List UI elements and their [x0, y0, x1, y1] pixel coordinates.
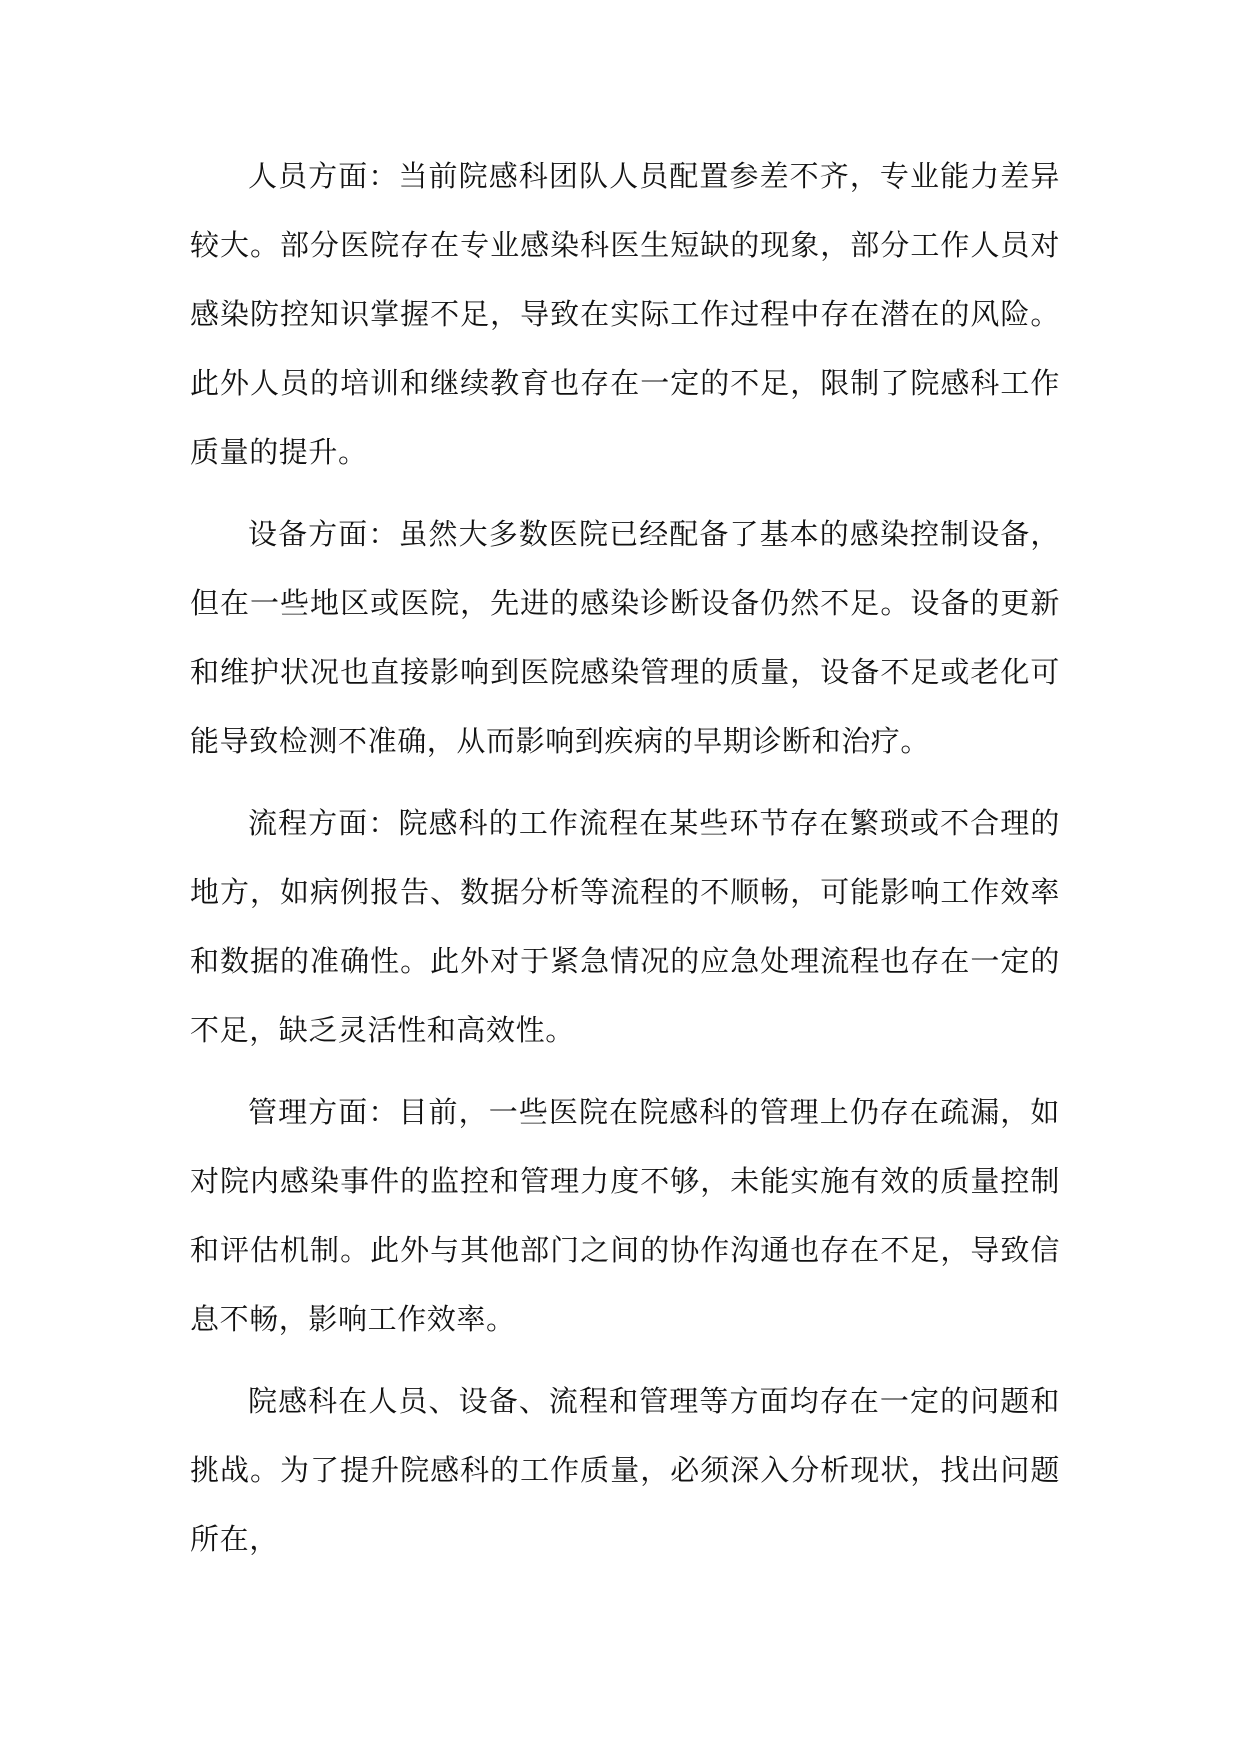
- paragraph-personnel: 人员方面：当前院感科团队人员配置参差不齐，专业能力差异较大。部分医院存在专业感染科医生短缺的现象，部分工作人员对感染防控知识掌握不足，导致在实际工作过程中存在潜在的风险。此外人员的培训和继续教育也存在一定的不足，限制了院感科工作质量的提升。: [190, 159, 1060, 469]
- paragraph-equipment: 设备方面：虽然大多数医院已经配备了基本的感染控制设备，但在一些地区或医院，先进的感染诊断设备仍然不足。设备的更新和维护状况也直接影响到医院感染管理的质量，设备不足或老化可能导致检测不准确，从而影响到疾病的早期诊断和治疗。: [190, 517, 1060, 758]
- document-body: [190, 142, 1060, 1587]
- paragraph-summary: 院感科在人员、设备、流程和管理等方面均存在一定的问题和挑战。为了提升院感科的工作质量，必须深入分析现状，找出问题所在，: [190, 1384, 1060, 1556]
- paragraph-process: 流程方面：院感科的工作流程在某些环节存在繁琐或不合理的地方，如病例报告、数据分析等流程的不顺畅，可能影响工作效率和数据的准确性。此外对于紧急情况的应急处理流程也存在一定的不足，缺乏灵活性和高效性。: [190, 806, 1060, 1047]
- paragraph-management: 管理方面：目前，一些医院在院感科的管理上仍存在疏漏，如对院内感染事件的监控和管理力度不够，未能实施有效的质量控制和评估机制。此外与其他部门之间的协作沟通也存在不足，导致信息不畅，影响工作效率。: [190, 1095, 1060, 1336]
